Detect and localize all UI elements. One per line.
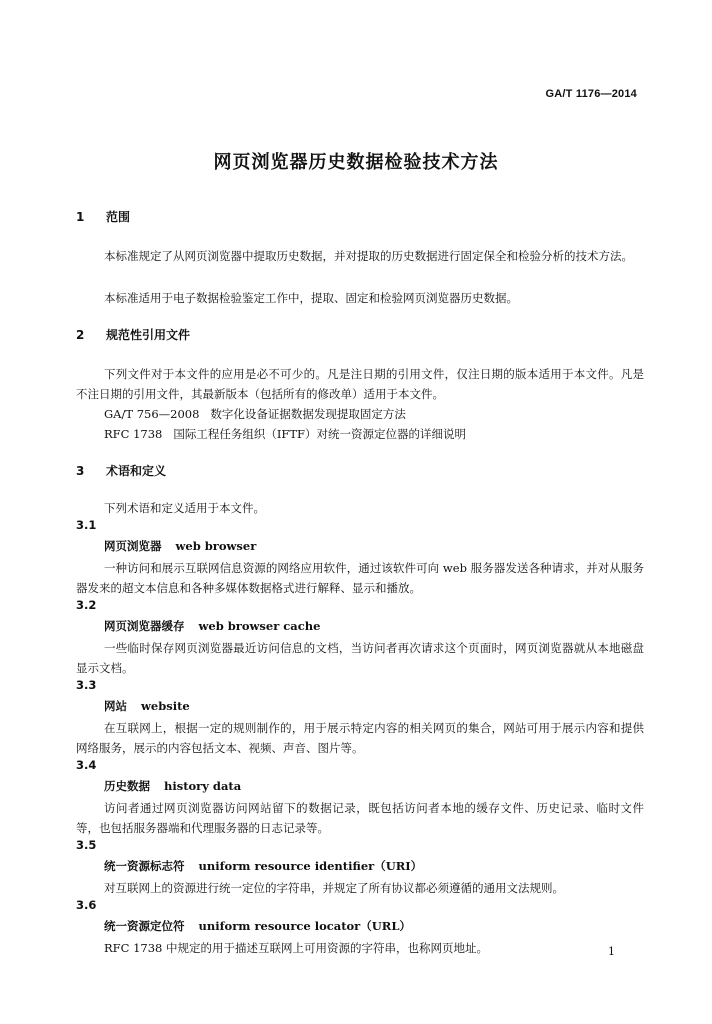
clause-number: 3.6 — [76, 898, 97, 912]
term-en: history data — [164, 779, 242, 793]
clause-number: 3.4 — [76, 758, 97, 772]
section-number: 3 — [76, 464, 85, 478]
definition-text: RFC 1738 中规定的用于描述互联网上可用资源的字符串，也称网页地址。 — [104, 941, 489, 955]
term-zh: 网页浏览器 — [104, 539, 162, 553]
term-zh: 历史数据 — [104, 779, 150, 793]
section-3-heading — [76, 462, 166, 479]
section-3-intro: 下列术语和定义适用于本文件。 — [104, 501, 265, 515]
term-zh: 统一资源标志符 — [104, 859, 185, 873]
term-definition — [76, 878, 644, 898]
definition-text: 一些临时保存网页浏览器最近访问信息的文档，当访问者再次请求这个页面时，网页浏览器就从本地磁盘显示文档。 — [76, 641, 644, 675]
term-heading — [104, 778, 241, 794]
section-number: 2 — [76, 328, 85, 342]
reference-item — [104, 404, 406, 424]
definition-text: 对互联网上的资源进行统一定位的字符串，并规定了所有协议都必须遵循的通用文法规则。 — [104, 881, 564, 895]
term-definition — [76, 938, 606, 958]
section-2-paragraph — [76, 364, 644, 404]
clause-number: 3.2 — [76, 598, 97, 612]
paragraph-text: 本标准适用于电子数据检验鉴定工作中，提取、固定和检验网页浏览器历史数据。 — [104, 291, 518, 305]
reference-code: RFC 1738 — [104, 427, 163, 441]
term-heading — [104, 618, 320, 634]
section-title: 术语和定义 — [106, 464, 167, 478]
term-en: web browser — [175, 539, 257, 553]
term-definition — [76, 718, 644, 758]
reference-code: GA/T 756—2008 — [104, 407, 200, 421]
section-title: 范围 — [106, 210, 131, 224]
term-en: website — [141, 699, 190, 713]
section-number: 1 — [76, 210, 85, 224]
reference-item — [104, 424, 466, 444]
term-zh: 统一资源定位符 — [104, 919, 185, 933]
paragraph-text: 本标准规定了从网页浏览器中提取历史数据，并对提取的历史数据进行固定保全和检验分析的技术方法。 — [104, 249, 633, 263]
term-heading — [104, 858, 422, 874]
section-1-heading — [76, 208, 130, 225]
definition-text: 访问者通过网页浏览器访问网站留下的数据记录，既包括访问者本地的缓存文件、历史记录、临时文件等，也包括服务器端和代理服务器的日志记录等。 — [76, 801, 644, 835]
definition-text: 一种访问和展示互联网信息资源的网络应用软件，通过该软件可向 web 服务器发送各种请求，并对从服务器发来的超文本信息和各种多媒体数据格式进行解释、显示和播放。 — [76, 561, 644, 595]
reference-title: 数字化设备证据数据发现提取固定方法 — [210, 407, 406, 421]
clause-number: 3.5 — [76, 838, 97, 852]
term-en: uniform resource locator（URL） — [198, 919, 411, 933]
term-zh: 网站 — [104, 699, 127, 713]
clause-number: 3.3 — [76, 678, 97, 692]
term-definition — [76, 638, 644, 678]
definition-text: 在互联网上，根据一定的规则制作的，用于展示特定内容的相关网页的集合，网站可用于展示内容和提供网络服务，展示的内容包括文本、视频、声音、图片等。 — [76, 721, 644, 755]
term-en: web browser cache — [198, 619, 321, 633]
term-heading — [104, 698, 190, 714]
section-1-paragraph-1 — [76, 246, 644, 266]
section-2-heading — [76, 326, 190, 343]
document-title: 网页浏览器历史数据检验技术方法 — [213, 152, 499, 173]
paragraph-text: 下列文件对于本文件的应用是必不可少的。凡是注日期的引用文件，仅注日期的版本适用于本文件。凡是不注日期的引用文件，其最新版本（包括所有的修改单）适用于本文件。 — [76, 367, 644, 401]
term-definition — [76, 558, 644, 598]
standard-code: GA/T 1176—2014 — [545, 88, 637, 100]
page-number: 1 — [608, 945, 615, 958]
section-title: 规范性引用文件 — [106, 328, 191, 342]
term-heading — [104, 538, 256, 554]
reference-title: 国际工程任务组织（IFTF）对统一资源定位器的详细说明 — [173, 427, 466, 441]
term-en: uniform resource identifier（URI） — [198, 859, 423, 873]
section-1-paragraph-2 — [76, 288, 644, 308]
term-heading — [104, 918, 411, 934]
term-zh: 网页浏览器缓存 — [104, 619, 185, 633]
term-definition — [76, 798, 644, 838]
clause-number: 3.1 — [76, 518, 97, 532]
